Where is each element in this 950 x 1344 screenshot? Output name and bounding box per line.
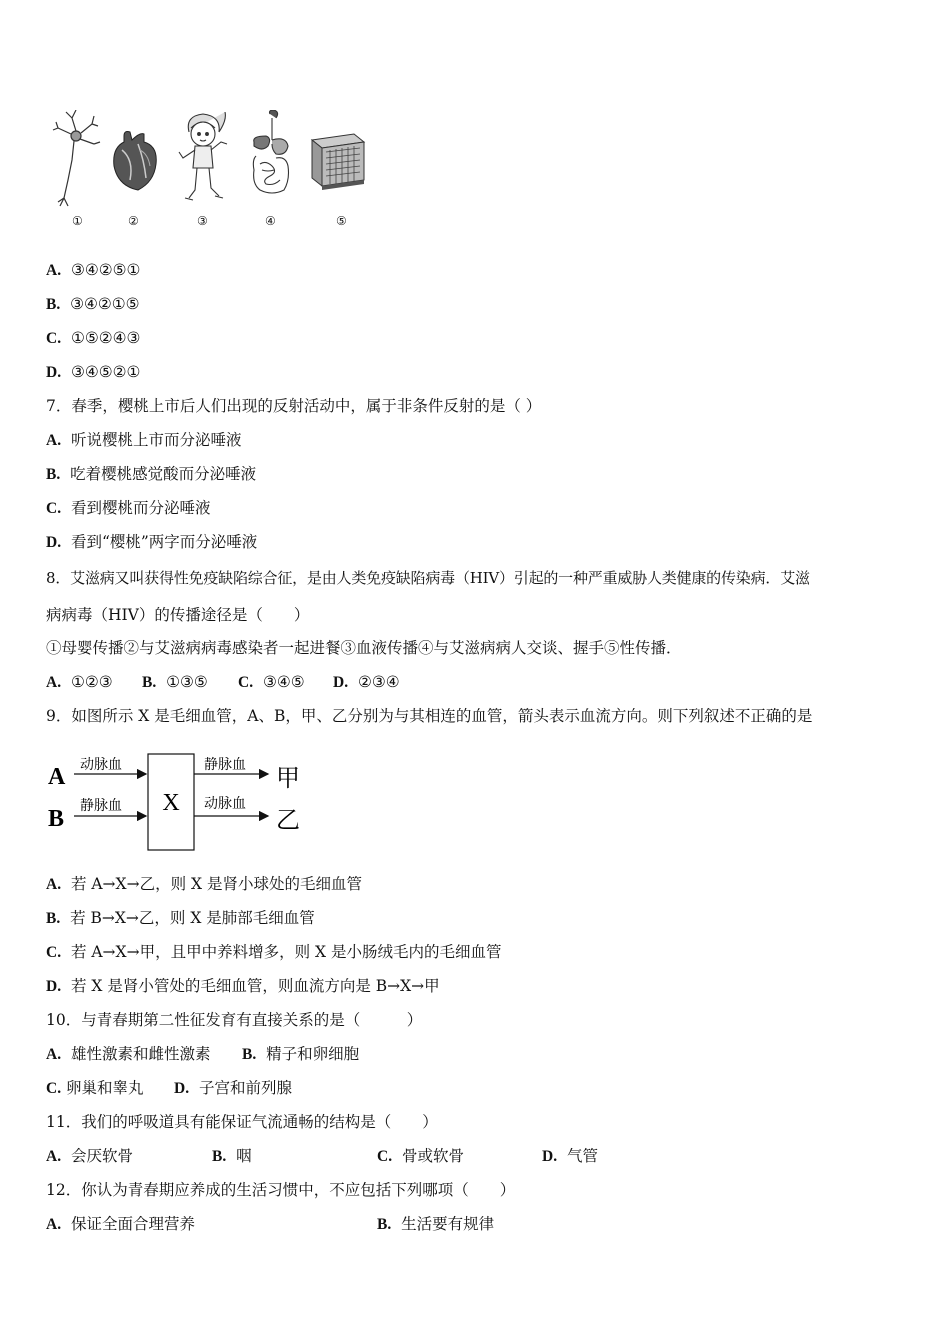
- vessel-a-label: A: [48, 764, 66, 790]
- q10-option-c: C. 卵巢和睾丸: [46, 1079, 144, 1097]
- tissue-block-illustration: [306, 132, 366, 194]
- q6-option-d: D. ③④⑤②①: [46, 363, 141, 381]
- q11-option-d: D. 气管: [542, 1147, 598, 1165]
- q6-option-c: C. ①⑤②④③: [46, 329, 141, 347]
- q10-options-row-1: [46, 1044, 446, 1064]
- digestive-system-illustration: [246, 110, 296, 200]
- arterial-blood-label-a: 动脉血: [80, 757, 122, 773]
- q7-option-c: C. 看到樱桃而分泌唾液: [46, 499, 211, 517]
- arterial-blood-label-yi: 动脉血: [204, 796, 246, 812]
- q11-option-b: B. 咽: [212, 1147, 252, 1165]
- q8-stem-line1: 8．艾滋病又叫获得性免疫缺陷综合征，是由人类免疫缺陷病毒（HIV）引起的一种严重威胁人类健康的传染病．艾滋: [46, 569, 810, 587]
- q8-option-c: C. ③④⑤: [238, 673, 305, 691]
- vessel-yi-label: 乙: [276, 806, 300, 834]
- figure-label-2: ②: [128, 214, 139, 228]
- figure-label-3: ③: [197, 214, 208, 228]
- figure-label-1: ①: [72, 214, 83, 228]
- q11-options-row: [46, 1146, 666, 1166]
- q12-option-b: B. 生活要有规律: [377, 1215, 495, 1233]
- q6-option-a: A. ③④②⑤①: [46, 261, 141, 279]
- vessel-b-label: B: [48, 806, 65, 832]
- blood-flow-diagram: [46, 752, 316, 852]
- q7-option-b: B. 吃着樱桃感觉酸而分泌唾液: [46, 465, 257, 483]
- q10-stem: 10．与青春期第二性征发育有直接关系的是（ ）: [46, 1011, 423, 1029]
- q11-stem: 11．我们的呼吸道具有能保证气流通畅的结构是（ ）: [46, 1113, 438, 1131]
- q9-option-a: A. 若 A→X→乙，则 X 是肾小球处的毛细血管: [46, 875, 362, 893]
- q12-option-a: A. 保证全面合理营养: [46, 1215, 195, 1233]
- q6-option-b: B. ③④②①⑤: [46, 295, 140, 313]
- heart-illustration: [110, 130, 160, 192]
- vessel-jia-label: 甲: [276, 764, 300, 792]
- figure-label-4: ④: [265, 214, 276, 228]
- q11-option-a: A. 会厌软骨: [46, 1147, 133, 1165]
- q12-options-row: [46, 1214, 546, 1234]
- q8-option-b: B. ①③⑤: [142, 673, 208, 691]
- q9-stem: 9．如图所示 X 是毛细血管，A、B，甲、乙分别为与其相连的血管，箭头表示血流方向。则下列叙述不正确的是: [46, 707, 813, 725]
- capillary-x-label: X: [162, 790, 180, 816]
- q9-option-d: D. 若 X 是肾小管处的毛细血管，则血流方向是 B→X→甲: [46, 977, 440, 995]
- venous-blood-label-b: 静脉血: [80, 798, 122, 814]
- q8-stem-line3: ①母婴传播②与艾滋病病毒感染者一起进餐③血液传播④与艾滋病病人交谈、握手⑤性传播．: [46, 639, 682, 657]
- q10-option-a: A. 雄性激素和雌性激素: [46, 1045, 211, 1063]
- q12-stem: 12．你认为青春期应养成的生活习惯中，不应包括下列哪项（ ）: [46, 1181, 516, 1199]
- q7-stem: 7．春季，樱桃上市后人们出现的反射活动中，属于非条件反射的是（ ）: [46, 397, 542, 415]
- q10-option-b: B. 精子和卵细胞: [242, 1045, 360, 1063]
- q11-option-c: C. 骨或软骨: [377, 1147, 464, 1165]
- q10-option-d: D. 子宫和前列腺: [174, 1079, 292, 1097]
- q9-option-c: C. 若 A→X→甲，且甲中养料增多，则 X 是小肠绒毛内的毛细血管: [46, 943, 502, 961]
- q9-option-b: B. 若 B→X→乙，则 X 是肺部毛细血管: [46, 909, 315, 927]
- q8-options-row: [46, 672, 466, 692]
- q10-options-row-2: [46, 1078, 446, 1098]
- q8-option-a: A. ①②③: [46, 673, 113, 691]
- girl-illustration: [175, 112, 233, 208]
- venous-blood-label-jia: 静脉血: [204, 757, 246, 773]
- q8-option-d: D. ②③④: [333, 673, 400, 691]
- q7-option-a: A. 听说樱桃上市而分泌唾液: [46, 431, 242, 449]
- q8-stem-line2: 病病毒（HIV）的传播途径是（ ）: [46, 606, 310, 624]
- neuron-illustration: [52, 110, 102, 210]
- figure-label-5: ⑤: [336, 214, 347, 228]
- q7-option-d: D. 看到“樱桃”两字而分泌唾液: [46, 533, 258, 551]
- q6-figure-row: [50, 110, 380, 230]
